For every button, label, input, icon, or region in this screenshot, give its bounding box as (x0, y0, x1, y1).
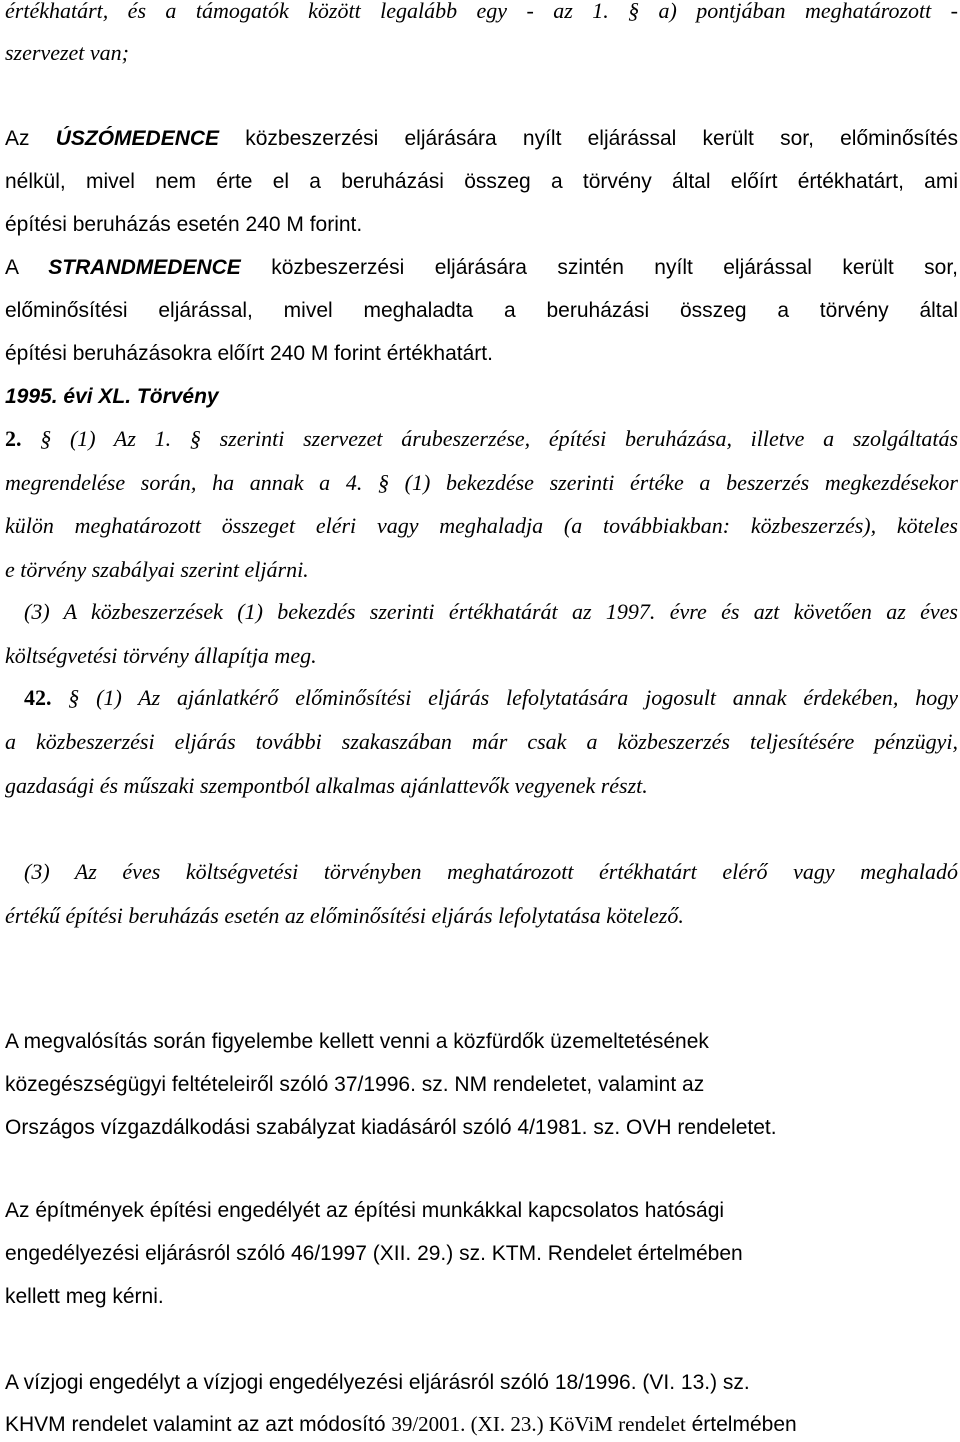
text-line: nélkül, mivel nem érte el a beruházási összeg a törvény által előírt értékhatárt, ami (5, 170, 958, 193)
text-line: gazdasági és műszaki szempontból alkalmas ajánlattevők vegyenek részt. (5, 773, 648, 798)
text-line: közegészségügyi feltételeiről szóló 37/1996. sz. NM rendeletet, valamint az (5, 1073, 705, 1096)
pool-name-strandmedence: STRANDMEDENCE (48, 256, 241, 279)
text-line (5, 1414, 797, 1435)
text-line: A megvalósítás során figyelembe kellett venni a közfürdők üzemeltetésének (5, 1030, 709, 1053)
text-span: § (1) Az 1. § szerinti szervezet árubeszerzése, építési beruházása, illetve a szolgáltatás (21, 426, 958, 451)
text-span: KHVM rendelet valamint az azt módosító (5, 1413, 392, 1436)
text-line (24, 687, 958, 709)
text-span: 39/2001. (XI. 23.) KöViM rendelet (391, 1412, 686, 1436)
text-line: Az építmények építési engedélyét az építési munkákkal kapcsolatos hatósági (5, 1199, 725, 1222)
text-line (5, 428, 958, 450)
text-line: értékű építési beruházás esetén az előminősítési eljárás lefolytatása kötelező. (5, 903, 684, 928)
text-line: A vízjogi engedélyt a vízjogi engedélyezési eljárásról szóló 18/1996. (VI. 13.) sz. (5, 1371, 750, 1394)
text-line: külön meghatározott összeget eléri vagy meghaladja (a továbbiakban: közbeszerzés), köteles (5, 513, 958, 538)
text-line: (3) A közbeszerzések (1) bekezdés szerinti értékhatárát az 1997. évre és azt követően az éves (24, 599, 958, 624)
text-line (5, 257, 958, 278)
text-line: költségvetési törvény állapítja meg. (5, 643, 317, 668)
text-line: e törvény szabályai szerint eljárni. (5, 557, 309, 582)
text-line: a közbeszerzési eljárás további szakaszában már csak a közbeszerzés teljesítésére pénzügyi, (5, 729, 958, 754)
section-number: 2. (5, 426, 22, 451)
law-heading: 1995. évi XL. Törvény (5, 385, 219, 408)
text-line: Országos vízgazdálkodási szabályzat kiadásáról szóló 4/1981. sz. OVH rendeletet. (5, 1116, 777, 1139)
text-line: értékhatárt, és a támogatók között legalább egy - az 1. § a) pontjában meghatározott - (5, 0, 958, 23)
text-line: (3) Az éves költségvetési törvényben meghatározott értékhatárt elérő vagy meghaladó (24, 859, 958, 884)
text-line: építési beruházásokra előírt 240 M forint értékhatárt. (5, 342, 493, 365)
text-span: értelmében (685, 1413, 797, 1436)
section-number: 42. (24, 685, 52, 710)
text-span: közbeszerzési eljárására szintén nyílt eljárással került sor, (240, 256, 958, 279)
text-line: építési beruházás esetén 240 M forint. (5, 213, 363, 236)
text-span: Az (5, 127, 56, 150)
text-line (5, 128, 958, 149)
pool-name-uszomedence: ÚSZÓMEDENCE (55, 127, 220, 150)
text-line: szervezet van; (5, 40, 130, 65)
text-line: előminősítési eljárással, mivel meghaladta a beruházási összeg a törvény által (5, 299, 958, 322)
text-span: A (5, 256, 49, 279)
text-line: megrendelése során, ha annak a 4. § (1) bekezdése szerinti értéke a beszerzés megkezdésekor (5, 470, 958, 495)
text-line: engedélyezési eljárásról szóló 46/1997 (XII. 29.) sz. KTM. Rendelet értelmében (5, 1242, 743, 1265)
text-span: közbeszerzési eljárására nyílt eljárással került sor, előminősítés (219, 127, 958, 150)
text-line: kellett meg kérni. (5, 1285, 164, 1308)
text-span: § (1) Az ajánlatkérő előminősítési eljárás lefolytatására jogosult annak érdekében, hogy (51, 685, 958, 710)
